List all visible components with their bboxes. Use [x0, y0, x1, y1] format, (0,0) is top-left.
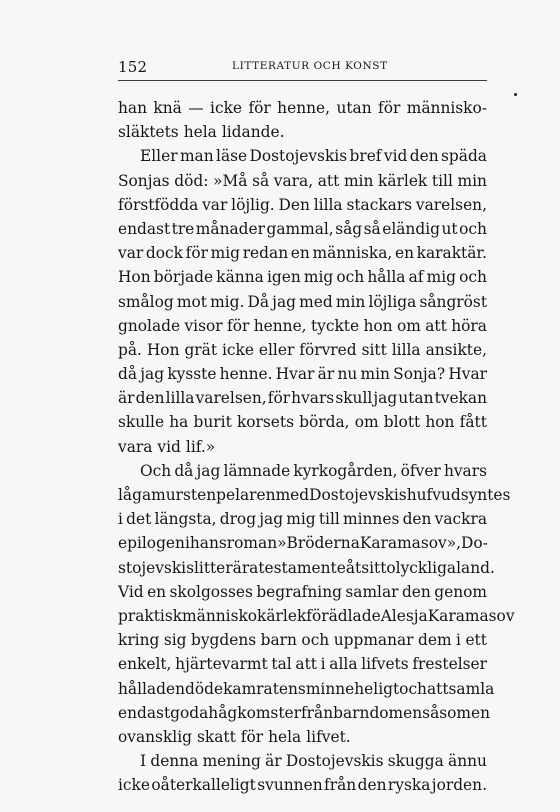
word: smålog	[118, 292, 174, 311]
word: den	[156, 679, 185, 698]
text-line	[118, 531, 487, 555]
text-line	[118, 241, 487, 265]
word: fått	[459, 413, 487, 432]
word: vackra	[434, 510, 487, 529]
word: skolgosses	[169, 582, 253, 601]
word: var	[202, 195, 228, 214]
word: jag	[140, 365, 165, 384]
running-title: LITTERATUR OCH KONST	[232, 60, 388, 72]
word: litterära	[193, 558, 259, 577]
word: blott	[383, 413, 421, 432]
word: lifvets	[361, 655, 409, 674]
word: att	[317, 171, 340, 190]
word: vid	[383, 147, 408, 166]
word: späda	[441, 147, 487, 166]
word: den	[135, 389, 165, 408]
word: I	[140, 752, 147, 771]
text-line	[118, 410, 487, 434]
text-line	[118, 362, 487, 386]
word: drog	[219, 510, 257, 529]
word: icke	[118, 776, 150, 795]
word: ha	[169, 413, 189, 432]
word: är	[265, 752, 282, 771]
word: så	[252, 171, 270, 190]
word: hjärtevarmt	[175, 655, 268, 674]
word: läse	[216, 147, 248, 166]
word: hålla	[118, 679, 157, 698]
word: Do-	[461, 534, 488, 553]
text-line	[118, 386, 487, 410]
word: olyckliga	[386, 558, 457, 577]
text-line	[118, 435, 487, 459]
word: jorden.	[431, 776, 487, 795]
word: löjliga	[368, 292, 417, 311]
word: genom	[434, 582, 487, 601]
word: frestelser	[412, 655, 487, 674]
text-line	[118, 652, 487, 676]
word: »Bröderna	[277, 534, 360, 553]
word: vid	[157, 437, 181, 456]
word: burit	[193, 413, 232, 432]
word: Hon	[146, 340, 180, 359]
word: så	[363, 219, 381, 238]
word: icke	[221, 340, 254, 359]
word: och	[459, 268, 487, 287]
word: en	[147, 582, 167, 601]
text-line	[118, 507, 487, 531]
word: människo-	[406, 99, 487, 117]
body-text	[118, 96, 515, 797]
word: gnolade	[118, 316, 181, 335]
word: jag	[272, 292, 296, 311]
word: goda	[170, 703, 209, 722]
word: en	[290, 244, 310, 263]
word: endast	[118, 219, 171, 238]
word: sångröst	[419, 292, 487, 311]
word: —	[188, 99, 204, 117]
word: min	[457, 171, 487, 190]
word: för	[240, 727, 264, 746]
word: stackars	[346, 195, 413, 214]
word: höra	[451, 316, 487, 335]
word: till	[431, 171, 453, 190]
word: tal	[271, 655, 292, 674]
text-line	[118, 96, 487, 120]
word: förstfödda	[118, 195, 199, 214]
word: är	[118, 389, 135, 408]
word: månader	[195, 219, 265, 238]
word: man	[179, 147, 214, 166]
word: »Må	[213, 171, 248, 190]
word: alla	[329, 655, 358, 674]
word: det	[126, 510, 152, 529]
word: karaktär.	[416, 244, 487, 263]
text-line	[118, 120, 487, 144]
word: lilla	[391, 340, 421, 359]
word: hela	[268, 727, 302, 746]
word: varelsen,	[415, 195, 487, 214]
word: heligt	[354, 679, 400, 698]
word: henne,	[277, 99, 331, 117]
word: skatt	[196, 727, 236, 746]
word: mig	[210, 244, 241, 263]
word: svunnen	[257, 776, 323, 795]
word: i	[184, 534, 190, 553]
word: Alesja	[380, 606, 428, 625]
word: knä	[153, 99, 182, 117]
word: kyrkogården,	[293, 461, 398, 480]
word: henne.	[219, 365, 273, 384]
word: om	[396, 316, 421, 335]
word: utan	[398, 389, 434, 408]
word: den	[409, 147, 439, 166]
word: med	[275, 486, 310, 504]
word: tyckte	[310, 316, 360, 335]
word: Sonjas	[118, 171, 170, 190]
word: den	[402, 510, 432, 529]
word: då	[118, 365, 138, 384]
word: förädlade	[306, 606, 381, 625]
word: stenpelaren	[183, 486, 276, 504]
word: ett	[465, 631, 487, 650]
word: att	[295, 655, 317, 674]
word: lifvet.	[306, 727, 351, 746]
word: hålla	[367, 268, 406, 287]
word: minnes	[343, 510, 400, 529]
word: Då	[247, 292, 270, 311]
word: bref	[349, 147, 382, 166]
word: för	[267, 389, 291, 408]
word: i	[320, 655, 326, 674]
word: roman	[226, 534, 278, 553]
page-header	[118, 58, 487, 74]
word: hon	[363, 316, 393, 335]
word: korsets	[236, 413, 294, 432]
word: lif.»	[185, 437, 216, 456]
word: Dostojevskis	[249, 147, 348, 166]
word: mening	[202, 752, 261, 771]
word: förvred	[299, 340, 357, 359]
word: längsta,	[154, 510, 217, 529]
word: af	[408, 268, 424, 287]
word: hvars	[291, 389, 335, 408]
word: mig	[426, 268, 456, 287]
word: skugga	[387, 752, 444, 771]
word: och	[301, 631, 330, 650]
word: Hvar	[448, 365, 487, 384]
word: att	[425, 316, 447, 335]
word: vara	[118, 437, 153, 456]
word: löjlig.	[231, 195, 275, 214]
word: gammal,	[266, 219, 334, 238]
margin-dot-mark	[514, 93, 517, 96]
word: jag	[373, 389, 398, 408]
word: hvars	[443, 461, 487, 480]
text-line	[118, 459, 487, 483]
word: Eller	[140, 147, 178, 166]
word: barndomen	[333, 703, 423, 722]
word: med	[299, 292, 333, 311]
word: död:	[174, 171, 209, 190]
word: utan	[336, 99, 372, 117]
word: började	[153, 268, 214, 287]
word: Dostojevskis	[285, 752, 384, 771]
word: ut	[441, 219, 458, 238]
word: Karamasov»,	[359, 534, 462, 553]
page-number: 152	[118, 58, 148, 76]
word: tre	[171, 219, 195, 238]
word: Hvar	[275, 365, 315, 384]
word: hans	[189, 534, 227, 553]
text-line	[118, 604, 515, 628]
word: från	[324, 776, 357, 795]
word: uppmanar	[333, 631, 414, 650]
word: Hon	[118, 268, 151, 287]
word: ansikte,	[425, 340, 487, 359]
word: han	[118, 99, 148, 117]
word: kärlek	[378, 171, 428, 190]
word: henne,	[253, 316, 307, 335]
word: hågkomster	[208, 703, 301, 722]
word: såg	[335, 219, 363, 238]
word: jag	[259, 510, 284, 529]
word: visor	[184, 316, 223, 335]
word: till	[318, 510, 340, 529]
word: bygdens	[191, 631, 257, 650]
word: i	[118, 510, 123, 529]
word: eller	[258, 340, 295, 359]
word: släktets	[118, 123, 179, 142]
text-line	[118, 193, 487, 217]
text-line	[118, 556, 495, 580]
word: och	[336, 268, 365, 287]
word: sitt	[361, 558, 387, 577]
word: enkelt,	[118, 655, 172, 674]
word: vara,	[273, 171, 314, 190]
word: döde	[184, 679, 224, 698]
word: hufvud	[406, 486, 461, 504]
header-rule	[118, 80, 487, 81]
word: kamratens	[223, 679, 306, 698]
word: igen	[266, 268, 301, 287]
text-line	[118, 314, 487, 338]
text-line	[118, 628, 487, 652]
word: varelsen,	[195, 389, 267, 408]
word: öfver	[400, 461, 441, 480]
text-line	[118, 701, 491, 725]
word: är	[317, 365, 335, 384]
word: syntes	[460, 486, 511, 504]
word: lilla	[165, 389, 195, 408]
word: hela	[183, 123, 217, 142]
word: epilogen	[118, 534, 185, 553]
word: Sonja?	[393, 365, 446, 384]
text-line	[118, 725, 487, 749]
text-line	[118, 169, 487, 193]
word: barn	[260, 631, 297, 650]
word: samla	[448, 679, 495, 698]
word: om	[354, 413, 379, 432]
word: redan	[242, 244, 289, 263]
word: hon	[425, 413, 455, 432]
word: min	[360, 365, 390, 384]
word: testamente	[258, 558, 346, 577]
text-line	[118, 144, 487, 168]
word: Den	[278, 195, 310, 214]
word: land.	[456, 558, 495, 577]
text-line	[118, 217, 487, 241]
word: sitt	[361, 340, 387, 359]
word: mur	[151, 486, 184, 504]
word: dem	[418, 631, 452, 650]
text-line	[118, 483, 511, 507]
text-line	[118, 677, 495, 701]
word: Karamasov	[427, 606, 515, 625]
word: begrafning	[256, 582, 342, 601]
word: ännu	[448, 752, 487, 771]
word: sig	[163, 631, 187, 650]
word: kring	[118, 631, 160, 650]
word: kysste	[167, 365, 217, 384]
word: människokärlek	[182, 606, 307, 625]
word: och	[399, 679, 427, 698]
word: endast	[118, 703, 171, 722]
word: mig	[286, 510, 316, 529]
word: människa,	[312, 244, 393, 263]
word: den	[401, 582, 431, 601]
word: min	[343, 171, 374, 190]
word: och	[459, 219, 487, 238]
word: lilla	[313, 195, 343, 214]
word: låga	[118, 486, 152, 504]
word: för	[248, 99, 271, 117]
word: skull	[335, 389, 373, 408]
word: min	[335, 292, 366, 311]
word: i	[456, 631, 461, 650]
word: jag	[196, 461, 221, 480]
word: en	[394, 244, 414, 263]
word: lidande.	[221, 123, 285, 142]
word: stojevskis	[118, 558, 194, 577]
word: på.	[118, 340, 142, 359]
word: från	[300, 703, 334, 722]
word: icke	[210, 99, 243, 117]
word: denna	[150, 752, 199, 771]
word: börda,	[299, 413, 350, 432]
word: för	[378, 99, 401, 117]
word: då	[174, 461, 194, 480]
word: för	[185, 244, 208, 263]
word: en	[471, 703, 491, 722]
text-line	[118, 580, 487, 604]
word: Och	[140, 461, 172, 480]
text-line	[118, 338, 487, 362]
word: mig	[303, 268, 334, 287]
word: skulle	[118, 413, 165, 432]
word: Dostojevskis	[309, 486, 407, 504]
word: grät	[184, 340, 218, 359]
word: nu	[337, 365, 358, 384]
word: tvekan	[434, 389, 487, 408]
word: var	[118, 244, 144, 263]
word: minne	[305, 679, 355, 698]
word: såsom	[422, 703, 472, 722]
word: mot	[176, 292, 207, 311]
word: praktisk	[118, 606, 183, 625]
word: för	[227, 316, 250, 335]
word: samlar	[345, 582, 399, 601]
word: åt	[345, 558, 362, 577]
word: ovansklig	[118, 727, 192, 746]
word: Vid	[118, 582, 144, 601]
word: lämnade	[223, 461, 291, 480]
word: eländig	[382, 219, 440, 238]
word: den	[357, 776, 387, 795]
word: mig.	[210, 292, 245, 311]
text-line	[118, 290, 487, 314]
text-line	[118, 265, 487, 289]
word: ryska	[387, 776, 431, 795]
word: känna	[216, 268, 264, 287]
word: att	[426, 679, 449, 698]
text-line	[118, 773, 487, 797]
text-line	[118, 749, 487, 773]
word: dock	[145, 244, 183, 263]
word: oåterkalleligt	[151, 776, 256, 795]
